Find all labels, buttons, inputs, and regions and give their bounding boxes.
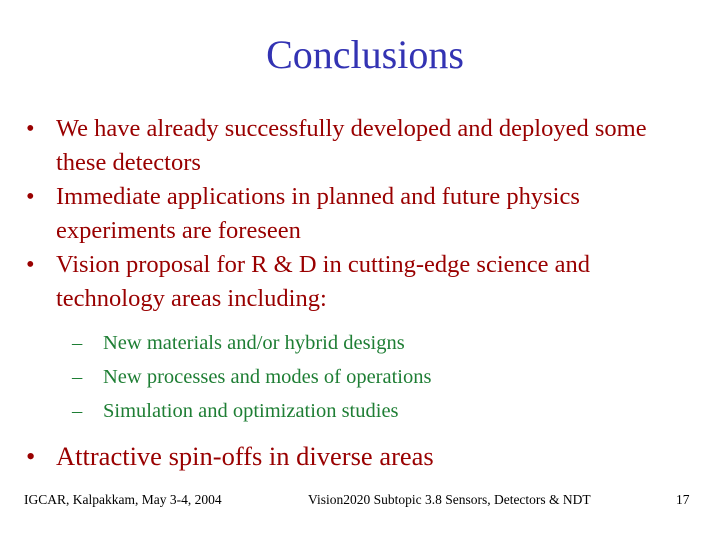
bullet-marker: • (26, 441, 36, 471)
bullet-text: We have already successfully developed and deployed some these detectors (56, 115, 647, 176)
bullet-item (26, 248, 686, 316)
bullet-item (26, 112, 686, 180)
page-number: 17 (676, 492, 690, 507)
sub-bullet-marker: – (72, 366, 83, 388)
footer-subtopic: Vision2020 Subtopic 3.8 Sensors, Detectors & NDT (308, 492, 591, 507)
bullet-text: Vision proposal for R & D in cutting-edge science and technology areas including: (56, 251, 590, 312)
sub-bullet-item (72, 326, 686, 360)
bullet-item (26, 438, 686, 474)
slide-title: Conclusions (266, 32, 464, 77)
bullet-list (26, 112, 686, 474)
bullet-marker: • (26, 183, 35, 210)
sub-bullet-marker: – (72, 400, 83, 422)
sub-bullet-marker: – (72, 332, 83, 354)
bullet-marker: • (26, 251, 35, 278)
sub-bullet-item (72, 394, 686, 428)
bullet-marker: • (26, 115, 35, 142)
bullet-item (26, 180, 686, 248)
sub-bullet-list (72, 326, 686, 428)
bullet-text: Immediate applications in planned and future physics experiments are foreseen (56, 183, 580, 244)
footer-event: IGCAR, Kalpakkam, May 3-4, 2004 (24, 492, 222, 507)
sub-bullet-text: New materials and/or hybrid designs (103, 332, 405, 354)
sub-bullet-item (72, 360, 686, 394)
sub-bullet-text: New processes and modes of operations (103, 366, 432, 388)
bullet-text: Attractive spin-offs in diverse areas (56, 441, 434, 471)
sub-bullet-text: Simulation and optimization studies (103, 400, 399, 422)
